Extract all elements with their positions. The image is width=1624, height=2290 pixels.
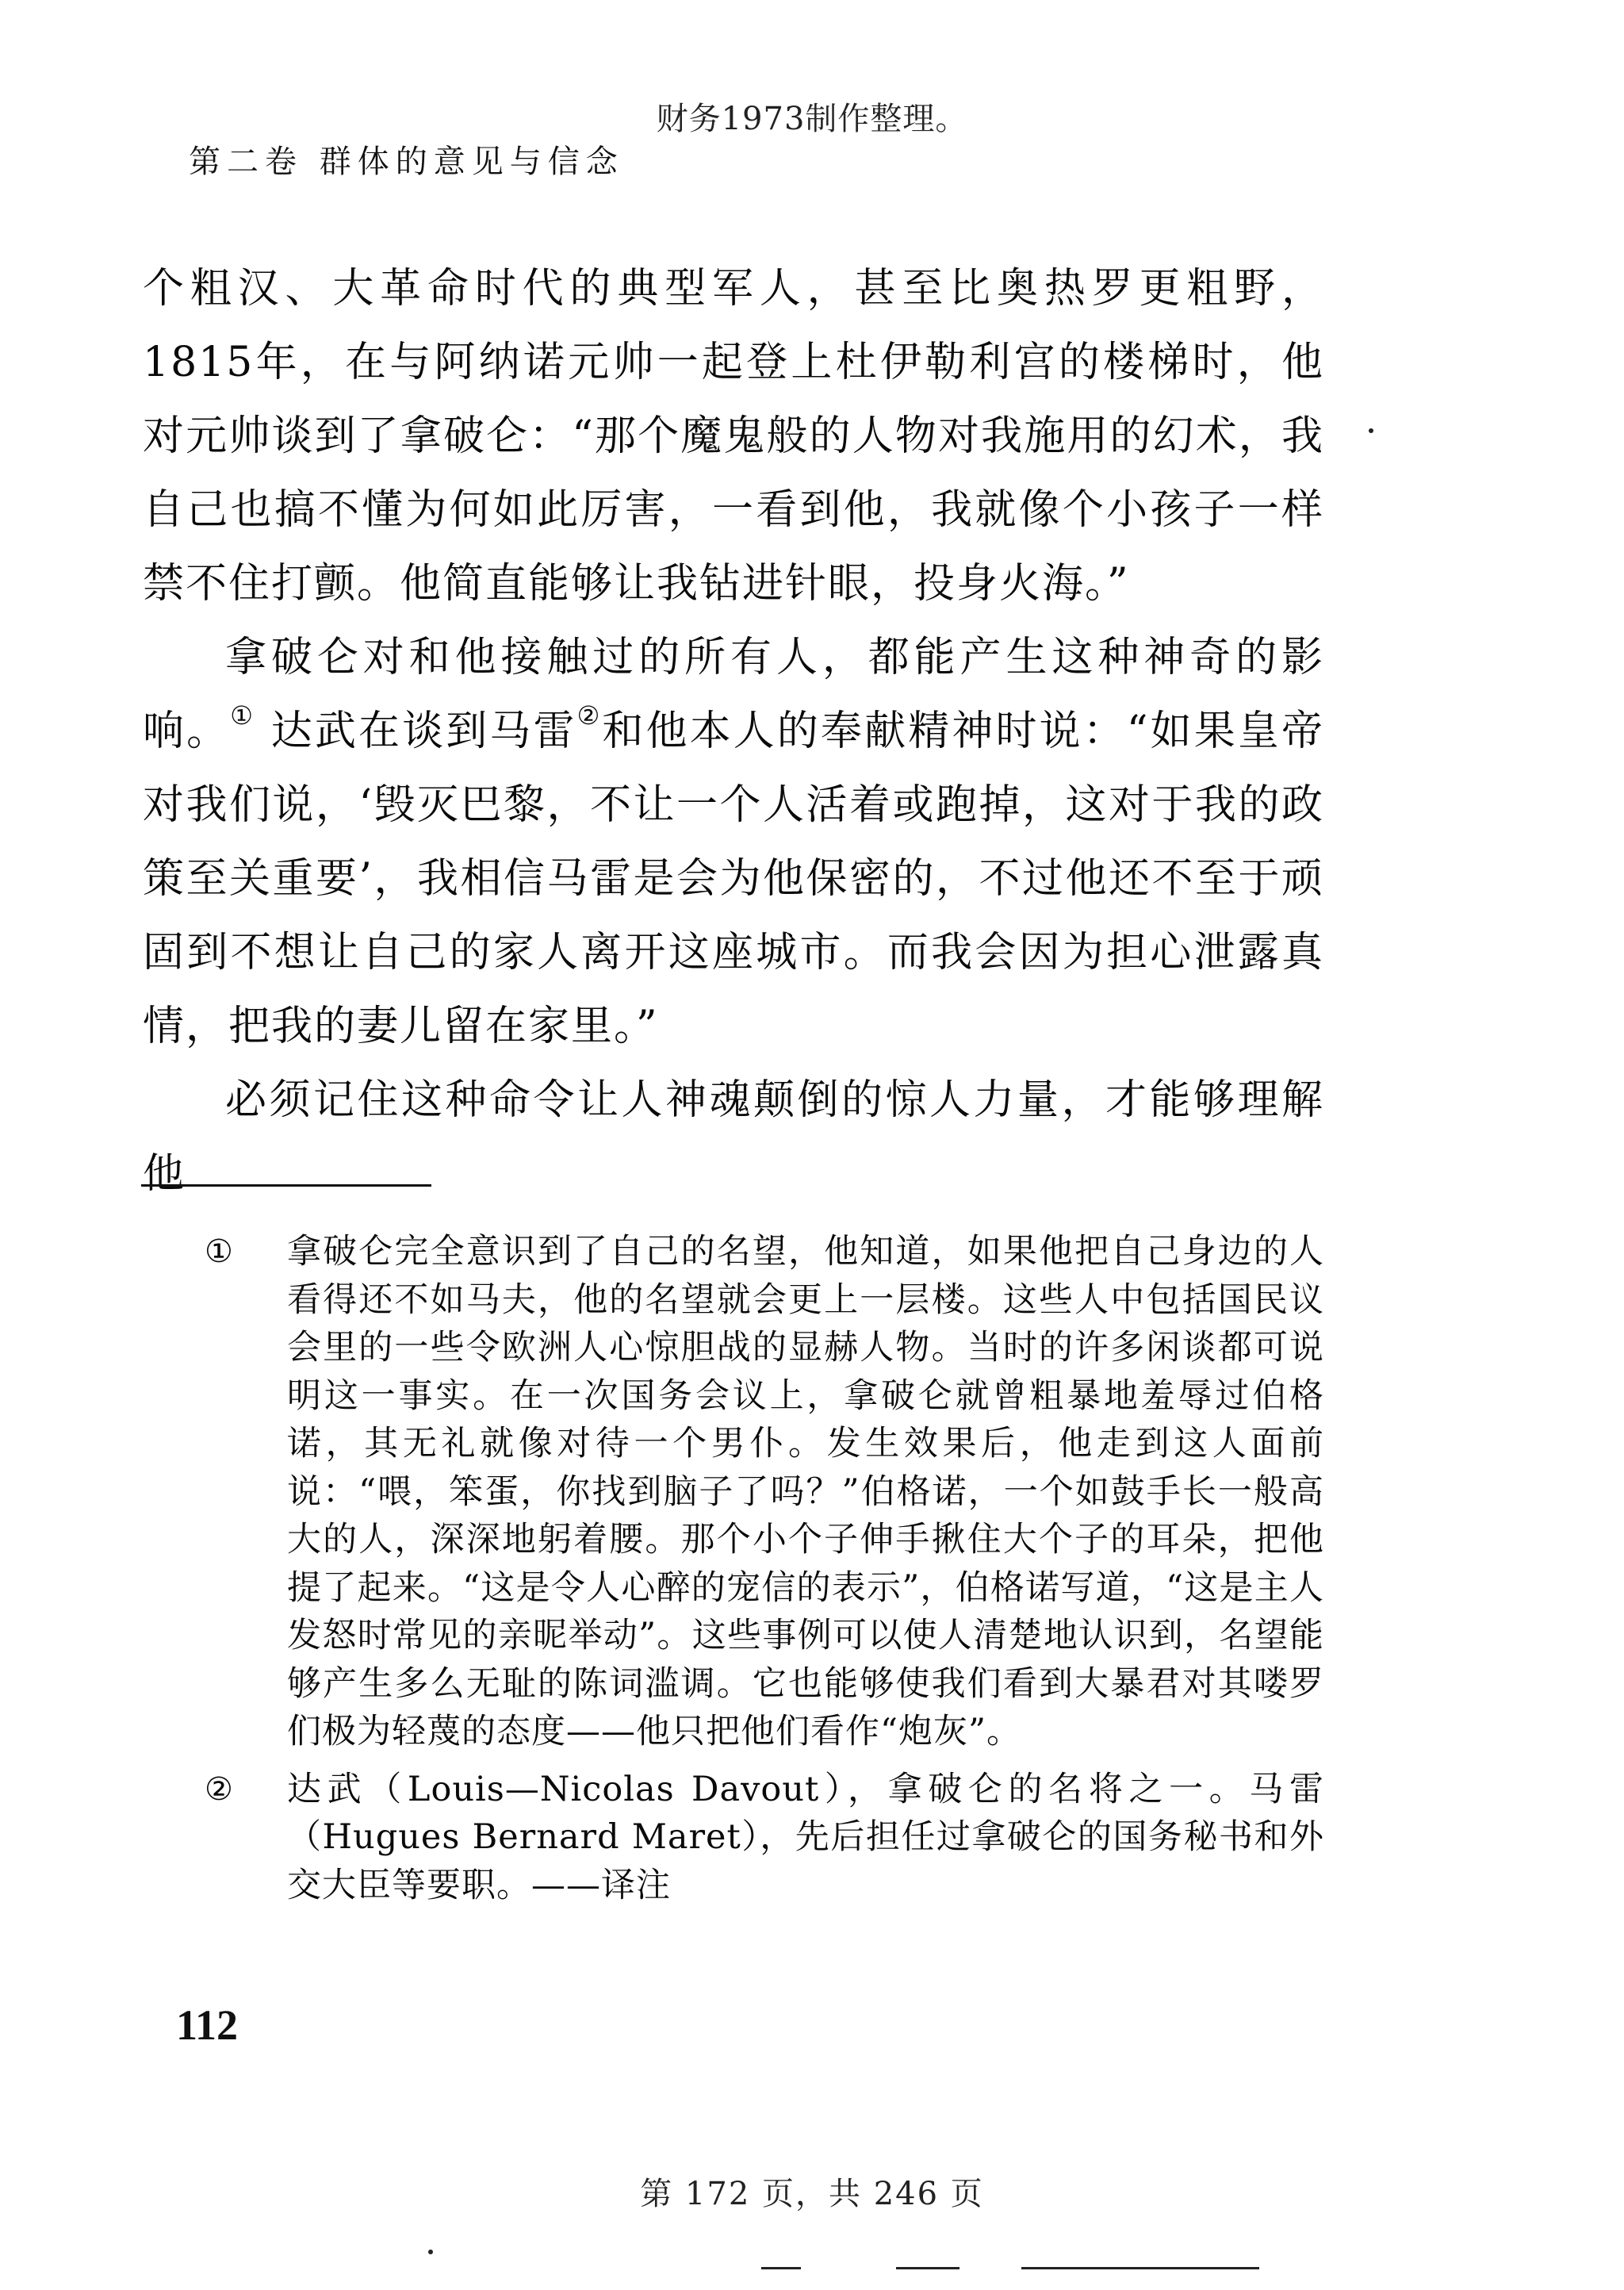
footnote-ref-2: ② <box>576 700 603 731</box>
body-text <box>143 252 1324 1211</box>
footnote-1-mark: ① <box>205 1233 234 1270</box>
page-number: 112 <box>176 2001 239 2049</box>
scan-artifact-line <box>896 2267 959 2269</box>
running-head: 第二卷 群体的意见与信念 <box>189 144 624 180</box>
footnote-2 <box>205 1766 1324 1910</box>
paragraph-2-text-a: 拿破仑对和他接触过的所有人，都能产生这种神奇的影响。 <box>143 634 1324 755</box>
scan-artifact-dot <box>1369 428 1373 433</box>
scan-artifact-line <box>1021 2267 1259 2269</box>
paragraph-2-text-b: 达武在谈到马雷 <box>255 708 577 755</box>
footnote-separator <box>141 1184 431 1187</box>
footnote-1 <box>205 1228 1324 1756</box>
paragraph-2 <box>143 621 1324 1064</box>
footnote-2-mark: ② <box>205 1770 234 1808</box>
paragraph-1: 个粗汉、大革命时代的典型军人，甚至比奥热罗更粗野，1815年，在与阿纳诺元帅一起登上杜伊勒利宫的楼梯时，他对元帅谈到了拿破仑：“那个魔鬼般的人物对我施用的幻术，我自己也搞不懂为何如此厉害，一看到他，我就像个小孩子一样禁不住打颤。他简直能够让我钻进针眼，投身火海。” <box>143 265 1324 608</box>
scan-artifact-line <box>761 2267 801 2269</box>
paragraph-2-text-c: 和他本人的奉献精神时说：“如果皇帝对我们说，‘毁灭巴黎，不让一个人活着或跑掉，这对于我的政策至关重要’，我相信马雷是会为他保密的，不过他还不至于顽固到不想让自己的家人离开这座城市。而我会因为担心泄露真情，把我的妻儿留在家里。” <box>143 708 1324 1050</box>
footnote-ref-1: ① <box>230 700 256 731</box>
footnote-2-text: 达武（Louis—Nicolas Davout），拿破仑的名将之一。马雷（Hugues Bernard Maret），先后担任过拿破仑的国务秘书和外交大臣等要职。——译注 <box>287 1769 1324 1905</box>
scan-artifact-dot <box>428 2250 433 2254</box>
footnotes <box>205 1228 1324 1909</box>
footnote-1-text: 拿破仑完全意识到了自己的名望，他知道，如果他把自己身边的人看得还不如马夫，他的名望就会更上一层楼。这些人中包括国民议会里的一些令欧洲人心惊胆战的显赫人物。当时的许多闲谈都可说明这一事实。在一次国务会议上，拿破仑就曾粗暴地羞辱过伯格诺，其无礼就像对待一个男仆。发生效果后，他走到这人面前说：“喂，笨蛋，你找到脑子了吗？”伯格诺，一个如鼓手长一般高大的人，深深地躬着腰。那个小个子伸手揪住大个子的耳朵，把他提了起来。“这是令人心醉的宠信的表示”，伯格诺写道，“这是主人发怒时常见的亲昵举动”。这些事例可以使人清楚地认识到，名望能够产生多么无耻的陈词滥调。它也能够使我们看到大暴君对其喽罗们极为轻蔑的态度——他只把他们看作“炮灰”。 <box>287 1232 1324 1751</box>
paragraph-3: 必须记住这种命令让人神魂颠倒的惊人力量，才能够理解他 <box>143 1076 1324 1198</box>
watermark-text: 财务1973制作整理。 <box>656 101 968 137</box>
page-counter: 第 172 页，共 246 页 <box>640 2176 984 2212</box>
